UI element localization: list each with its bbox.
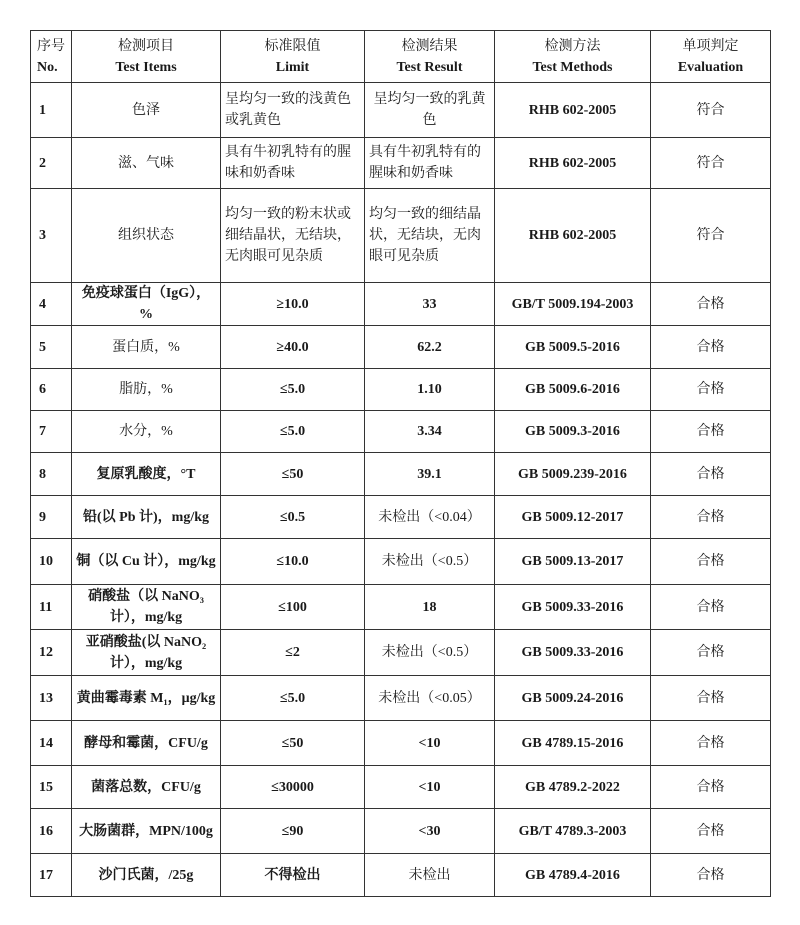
- cell-no: 10: [31, 539, 72, 585]
- cell-item: 铅(以 Pb 计)，mg/kg: [72, 496, 221, 539]
- cell-item: 脂肪，%: [72, 369, 221, 411]
- cell-result: <30: [365, 809, 495, 854]
- header-zh: 检测结果: [401, 38, 458, 54]
- cell-limit: ≤50: [221, 721, 365, 766]
- cell-method: GB 4789.2-2022: [495, 766, 651, 809]
- cell-item: 滋、气味: [72, 138, 221, 189]
- cell-method: GB 5009.33-2016: [495, 630, 651, 676]
- cell-item: 色泽: [72, 83, 221, 138]
- cell-no: 13: [31, 676, 72, 721]
- cell-no: 15: [31, 766, 72, 809]
- cell-limit: 均匀一致的粉末状或细结晶状，无结块，无肉眼可见杂质: [221, 189, 365, 283]
- cell-no: 1: [31, 83, 72, 138]
- cell-result: 具有牛初乳特有的腥味和奶香味: [365, 138, 495, 189]
- cell-result: 未检出（<0.05）: [365, 676, 495, 721]
- cell-eval: 合格: [651, 283, 771, 326]
- header-no: [31, 31, 72, 83]
- table-row: [31, 854, 771, 897]
- cell-item: 酵母和霉菌，CFU/g: [72, 721, 221, 766]
- cell-no: 14: [31, 721, 72, 766]
- header-test-methods: [495, 31, 651, 83]
- table-row: [31, 809, 771, 854]
- cell-no: 5: [31, 326, 72, 369]
- header-zh: 检测项目: [118, 38, 174, 54]
- cell-no: 7: [31, 411, 72, 453]
- cell-limit: ≤5.0: [221, 411, 365, 453]
- cell-limit: ≤2: [221, 630, 365, 676]
- cell-eval: 符合: [651, 138, 771, 189]
- cell-method: GB/T 4789.3-2003: [495, 809, 651, 854]
- cell-eval: 符合: [651, 83, 771, 138]
- header-zh: 标准限值: [264, 38, 321, 54]
- cell-result: 62.2: [365, 326, 495, 369]
- table-row: [31, 83, 771, 138]
- cell-limit: ≤90: [221, 809, 365, 854]
- cell-limit: ≤10.0: [221, 539, 365, 585]
- cell-result: 33: [365, 283, 495, 326]
- header-en: Test Methods: [532, 59, 613, 75]
- cell-method: GB 4789.15-2016: [495, 721, 651, 766]
- cell-method: GB/T 5009.194-2003: [495, 283, 651, 326]
- cell-limit: 具有牛初乳特有的腥味和奶香味: [221, 138, 365, 189]
- cell-method: RHB 602-2005: [495, 83, 651, 138]
- table-row: [31, 496, 771, 539]
- cell-no: 9: [31, 496, 72, 539]
- header-zh: 单项判定: [682, 38, 739, 54]
- cell-method: RHB 602-2005: [495, 138, 651, 189]
- header-row: [31, 31, 771, 83]
- cell-result: 未检出（<0.5）: [365, 539, 495, 585]
- cell-eval: 合格: [651, 585, 771, 630]
- header-en: Limit: [275, 59, 310, 75]
- cell-eval: 合格: [651, 496, 771, 539]
- header-zh: 序号: [37, 38, 65, 54]
- cell-limit: ≤5.0: [221, 676, 365, 721]
- cell-method: GB 5009.33-2016: [495, 585, 651, 630]
- cell-no: 17: [31, 854, 72, 897]
- cell-method: GB 5009.24-2016: [495, 676, 651, 721]
- cell-result: 1.10: [365, 369, 495, 411]
- cell-method: GB 4789.4-2016: [495, 854, 651, 897]
- cell-result: 均匀一致的细结晶状，无结块，无肉眼可见杂质: [365, 189, 495, 283]
- cell-no: 4: [31, 283, 72, 326]
- cell-result: 未检出（<0.5）: [365, 630, 495, 676]
- cell-method: GB 5009.13-2017: [495, 539, 651, 585]
- cell-item: 免疫球蛋白（IgG），%: [72, 283, 221, 326]
- cell-item: 菌落总数，CFU/g: [72, 766, 221, 809]
- test-results-table: [30, 30, 771, 897]
- header-en: Test Result: [396, 59, 463, 75]
- cell-method: GB 5009.5-2016: [495, 326, 651, 369]
- table-row: [31, 766, 771, 809]
- table-row: [31, 453, 771, 496]
- cell-method: GB 5009.6-2016: [495, 369, 651, 411]
- cell-item: 组织状态: [72, 189, 221, 283]
- table-row: [31, 585, 771, 630]
- table-row: [31, 369, 771, 411]
- table-row: [31, 326, 771, 369]
- table-row: [31, 283, 771, 326]
- cell-limit: ≥40.0: [221, 326, 365, 369]
- cell-eval: 符合: [651, 189, 771, 283]
- cell-eval: 合格: [651, 539, 771, 585]
- cell-method: GB 5009.239-2016: [495, 453, 651, 496]
- cell-method: RHB 602-2005: [495, 189, 651, 283]
- cell-item: 水分，%: [72, 411, 221, 453]
- header-en: No.: [37, 59, 58, 75]
- cell-item: 铜（以 Cu 计），mg/kg: [72, 539, 221, 585]
- header-evaluation: [651, 31, 771, 83]
- cell-eval: 合格: [651, 809, 771, 854]
- cell-result: 3.34: [365, 411, 495, 453]
- cell-result: 39.1: [365, 453, 495, 496]
- cell-item: 大肠菌群，MPN/100g: [72, 809, 221, 854]
- cell-no: 3: [31, 189, 72, 283]
- cell-result: 未检出（<0.04）: [365, 496, 495, 539]
- cell-result: 18: [365, 585, 495, 630]
- cell-eval: 合格: [651, 676, 771, 721]
- cell-eval: 合格: [651, 453, 771, 496]
- cell-eval: 合格: [651, 326, 771, 369]
- cell-method: GB 5009.3-2016: [495, 411, 651, 453]
- cell-method: GB 5009.12-2017: [495, 496, 651, 539]
- cell-no: 2: [31, 138, 72, 189]
- cell-limit: ≤30000: [221, 766, 365, 809]
- header-test-result: [365, 31, 495, 83]
- cell-result: <10: [365, 721, 495, 766]
- table-row: [31, 539, 771, 585]
- cell-limit: ≤5.0: [221, 369, 365, 411]
- cell-no: 8: [31, 453, 72, 496]
- header-test-items: [72, 31, 221, 83]
- cell-eval: 合格: [651, 369, 771, 411]
- cell-limit: 不得检出: [221, 854, 365, 897]
- header-en: Test Items: [115, 59, 177, 75]
- cell-eval: 合格: [651, 721, 771, 766]
- cell-no: 6: [31, 369, 72, 411]
- cell-item: 硝酸盐（以 NaNO₃ 计），mg/kg: [72, 585, 221, 630]
- cell-limit: ≥10.0: [221, 283, 365, 326]
- cell-item: 复原乳酸度，°T: [72, 453, 221, 496]
- header-limit: [221, 31, 365, 83]
- header-zh: 检测方法: [544, 38, 601, 54]
- cell-eval: 合格: [651, 766, 771, 809]
- cell-eval: 合格: [651, 854, 771, 897]
- cell-limit: ≤50: [221, 453, 365, 496]
- cell-eval: 合格: [651, 630, 771, 676]
- table-row: [31, 411, 771, 453]
- cell-item: 沙门氏菌，/25g: [72, 854, 221, 897]
- cell-eval: 合格: [651, 411, 771, 453]
- cell-result: 呈均匀一致的乳黄色: [365, 83, 495, 138]
- cell-limit: ≤100: [221, 585, 365, 630]
- cell-no: 11: [31, 585, 72, 630]
- table-row: [31, 676, 771, 721]
- cell-item: 黄曲霉毒素 M₁，μg/kg: [72, 676, 221, 721]
- cell-no: 12: [31, 630, 72, 676]
- table-row: [31, 138, 771, 189]
- cell-no: 16: [31, 809, 72, 854]
- table-row: [31, 189, 771, 283]
- cell-limit: 呈均匀一致的浅黄色或乳黄色: [221, 83, 365, 138]
- cell-item: 蛋白质，%: [72, 326, 221, 369]
- table-row: [31, 721, 771, 766]
- cell-result: 未检出: [365, 854, 495, 897]
- cell-result: <10: [365, 766, 495, 809]
- table-row: [31, 630, 771, 676]
- header-en: Evaluation: [677, 59, 744, 75]
- cell-item: 亚硝酸盐(以 NaNO₂ 计），mg/kg: [72, 630, 221, 676]
- cell-limit: ≤0.5: [221, 496, 365, 539]
